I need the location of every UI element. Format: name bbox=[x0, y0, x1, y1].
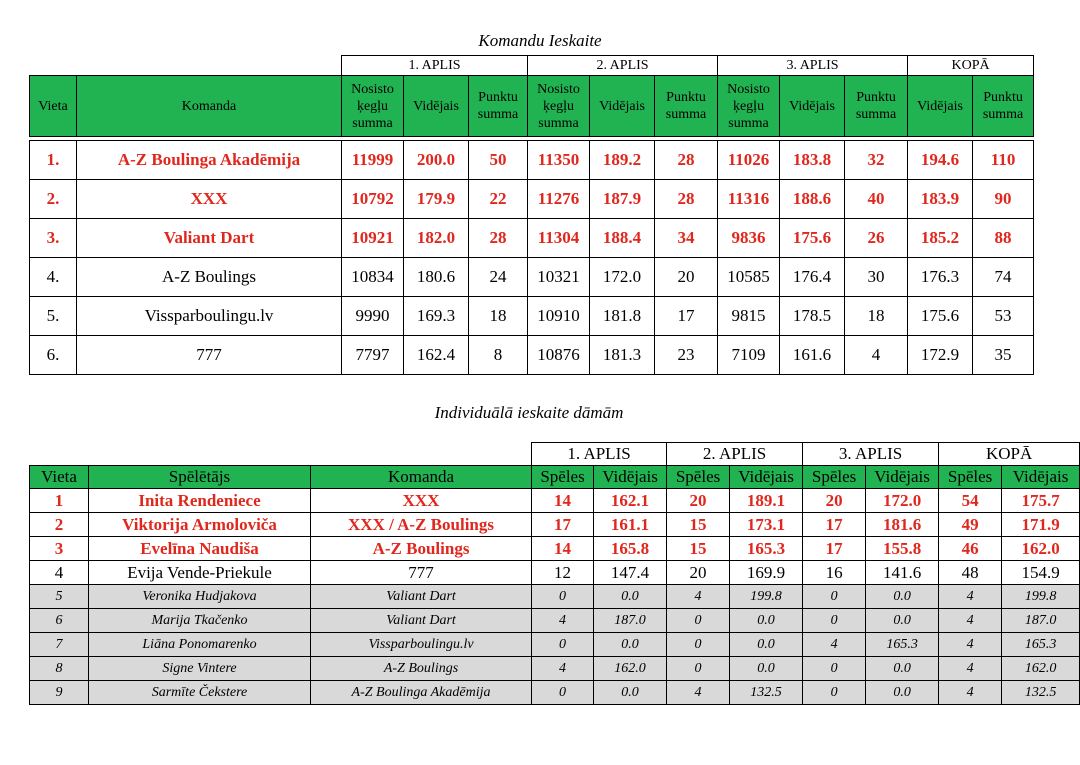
place-cell: 6. bbox=[30, 336, 77, 375]
team-standings-body bbox=[30, 141, 1034, 375]
avg-cell-total: 165.3 bbox=[1002, 633, 1080, 657]
place-cell: 5 bbox=[30, 585, 89, 609]
games-cell-total: 48 bbox=[939, 561, 1002, 585]
pins-cell-round-2: 10910 bbox=[528, 297, 590, 336]
pins-cell-round-2: 10321 bbox=[528, 258, 590, 297]
games-cell-round-2: 20 bbox=[667, 489, 730, 513]
header-points-r3: Punktu summa bbox=[845, 76, 908, 137]
player-name-cell: Inita Rendeniece bbox=[89, 489, 311, 513]
ind-header-games-r3: Spēles bbox=[803, 466, 866, 489]
place-cell: 3. bbox=[30, 219, 77, 258]
header-pins-r1: Nosisto ķegļu summa bbox=[342, 76, 404, 137]
avg-cell-round-1: 187.0 bbox=[594, 609, 667, 633]
player-team-cell: 777 bbox=[311, 561, 532, 585]
ind-group-header-round-3: 3. APLIS bbox=[803, 443, 939, 466]
avg-cell-round-1: 0.0 bbox=[594, 681, 667, 705]
table-row bbox=[30, 489, 1080, 513]
avg-cell-round-1: 0.0 bbox=[594, 633, 667, 657]
games-cell-total: 4 bbox=[939, 585, 1002, 609]
header-team: Komanda bbox=[77, 76, 342, 137]
games-cell-round-3: 4 bbox=[803, 633, 866, 657]
avg-cell-round-2: 169.9 bbox=[730, 561, 803, 585]
place-cell: 6 bbox=[30, 609, 89, 633]
points-cell-total: 53 bbox=[973, 297, 1034, 336]
games-cell-round-1: 17 bbox=[532, 513, 594, 537]
player-team-cell: Valiant Dart bbox=[311, 609, 532, 633]
games-cell-round-3: 16 bbox=[803, 561, 866, 585]
place-cell: 1 bbox=[30, 489, 89, 513]
avg-cell-total: 185.2 bbox=[908, 219, 973, 258]
pins-cell-round-1: 9990 bbox=[342, 297, 404, 336]
avg-cell-round-2: 0.0 bbox=[730, 633, 803, 657]
ind-group-header-total: KOPĀ bbox=[939, 443, 1080, 466]
avg-cell-round-3: 141.6 bbox=[866, 561, 939, 585]
avg-cell-round-2: 0.0 bbox=[730, 609, 803, 633]
pins-cell-round-2: 10876 bbox=[528, 336, 590, 375]
avg-cell-round-2: 181.3 bbox=[590, 336, 655, 375]
avg-cell-round-2: 189.1 bbox=[730, 489, 803, 513]
avg-cell-total: 183.9 bbox=[908, 180, 973, 219]
avg-cell-round-1: 165.8 bbox=[594, 537, 667, 561]
individual-standings-caption: Individuālā ieskaite dāmām bbox=[434, 403, 624, 422]
games-cell-total: 54 bbox=[939, 489, 1002, 513]
points-cell-round-2: 20 bbox=[655, 258, 718, 297]
avg-cell-total: 162.0 bbox=[1002, 657, 1080, 681]
pins-cell-round-1: 10792 bbox=[342, 180, 404, 219]
avg-cell-round-1: 162.1 bbox=[594, 489, 667, 513]
pins-cell-round-2: 11350 bbox=[528, 141, 590, 180]
individual-group-header-row bbox=[30, 443, 1080, 466]
games-cell-total: 49 bbox=[939, 513, 1002, 537]
points-cell-total: 90 bbox=[973, 180, 1034, 219]
ind-header-games-total: Spēles bbox=[939, 466, 1002, 489]
avg-cell-total: 175.7 bbox=[1002, 489, 1080, 513]
points-cell-round-1: 8 bbox=[469, 336, 528, 375]
player-team-cell: Vissparboulingu.lv bbox=[311, 633, 532, 657]
avg-cell-round-1: 0.0 bbox=[594, 585, 667, 609]
games-cell-round-3: 0 bbox=[803, 609, 866, 633]
team-name-cell: Valiant Dart bbox=[77, 219, 342, 258]
avg-cell-round-2: 132.5 bbox=[730, 681, 803, 705]
ind-header-avg-r2: Vidējais bbox=[730, 466, 803, 489]
team-name-cell: A-Z Boulings bbox=[77, 258, 342, 297]
games-cell-round-1: 14 bbox=[532, 537, 594, 561]
pins-cell-round-2: 11304 bbox=[528, 219, 590, 258]
pins-cell-round-1: 7797 bbox=[342, 336, 404, 375]
table-row bbox=[30, 297, 1034, 336]
individual-standings-body bbox=[30, 489, 1080, 705]
points-cell-round-1: 22 bbox=[469, 180, 528, 219]
avg-cell-total: 171.9 bbox=[1002, 513, 1080, 537]
avg-cell-total: 187.0 bbox=[1002, 609, 1080, 633]
points-cell-round-2: 28 bbox=[655, 141, 718, 180]
avg-cell-total: 172.9 bbox=[908, 336, 973, 375]
points-cell-round-2: 17 bbox=[655, 297, 718, 336]
team-standings-table bbox=[29, 55, 1034, 375]
avg-cell-total: 194.6 bbox=[908, 141, 973, 180]
points-cell-round-3: 18 bbox=[845, 297, 908, 336]
place-cell: 5. bbox=[30, 297, 77, 336]
player-team-cell: A-Z Boulinga Akadēmija bbox=[311, 681, 532, 705]
place-cell: 7 bbox=[30, 633, 89, 657]
avg-cell-round-1: 162.4 bbox=[404, 336, 469, 375]
games-cell-round-2: 4 bbox=[667, 681, 730, 705]
pins-cell-round-3: 9836 bbox=[718, 219, 780, 258]
player-name-cell: Marija Tkačenko bbox=[89, 609, 311, 633]
points-cell-round-1: 28 bbox=[469, 219, 528, 258]
blank-header-cell bbox=[30, 443, 532, 466]
points-cell-round-3: 32 bbox=[845, 141, 908, 180]
avg-cell-round-1: 200.0 bbox=[404, 141, 469, 180]
points-cell-round-1: 50 bbox=[469, 141, 528, 180]
avg-cell-round-1: 169.3 bbox=[404, 297, 469, 336]
header-avg-r3: Vidējais bbox=[780, 76, 845, 137]
table-row bbox=[30, 609, 1080, 633]
pins-cell-round-1: 10921 bbox=[342, 219, 404, 258]
header-points-r1: Punktu summa bbox=[469, 76, 528, 137]
ind-header-team: Komanda bbox=[311, 466, 532, 489]
team-name-cell: Vissparboulingu.lv bbox=[77, 297, 342, 336]
table-row bbox=[30, 180, 1034, 219]
ind-header-games-r2: Spēles bbox=[667, 466, 730, 489]
player-team-cell: A-Z Boulings bbox=[311, 537, 532, 561]
games-cell-round-2: 20 bbox=[667, 561, 730, 585]
table-row bbox=[30, 336, 1034, 375]
header-pins-r3: Nosisto ķegļu summa bbox=[718, 76, 780, 137]
player-team-cell: XXX bbox=[311, 489, 532, 513]
points-cell-total: 88 bbox=[973, 219, 1034, 258]
points-cell-total: 74 bbox=[973, 258, 1034, 297]
place-cell: 3 bbox=[30, 537, 89, 561]
avg-cell-round-3: 178.5 bbox=[780, 297, 845, 336]
place-cell: 2 bbox=[30, 513, 89, 537]
place-cell: 2. bbox=[30, 180, 77, 219]
avg-cell-total: 199.8 bbox=[1002, 585, 1080, 609]
games-cell-round-2: 0 bbox=[667, 633, 730, 657]
pins-cell-round-1: 10834 bbox=[342, 258, 404, 297]
avg-cell-round-3: 0.0 bbox=[866, 585, 939, 609]
table-row bbox=[30, 537, 1080, 561]
place-cell: 1. bbox=[30, 141, 77, 180]
team-name-cell: XXX bbox=[77, 180, 342, 219]
table-row bbox=[30, 513, 1080, 537]
avg-cell-round-3: 188.6 bbox=[780, 180, 845, 219]
player-name-cell: Evija Vende-Priekule bbox=[89, 561, 311, 585]
pins-cell-round-2: 11276 bbox=[528, 180, 590, 219]
avg-cell-round-2: 165.3 bbox=[730, 537, 803, 561]
ind-header-player: Spēlētājs bbox=[89, 466, 311, 489]
avg-cell-round-3: 165.3 bbox=[866, 633, 939, 657]
games-cell-round-1: 4 bbox=[532, 657, 594, 681]
team-column-header-row bbox=[30, 76, 1034, 137]
place-cell: 4 bbox=[30, 561, 89, 585]
ind-header-avg-r1: Vidējais bbox=[594, 466, 667, 489]
avg-cell-round-2: 189.2 bbox=[590, 141, 655, 180]
games-cell-round-3: 0 bbox=[803, 657, 866, 681]
avg-cell-round-3: 183.8 bbox=[780, 141, 845, 180]
player-name-cell: Veronika Hudjakova bbox=[89, 585, 311, 609]
games-cell-round-3: 0 bbox=[803, 585, 866, 609]
place-cell: 4. bbox=[30, 258, 77, 297]
points-cell-round-3: 26 bbox=[845, 219, 908, 258]
avg-cell-total: 154.9 bbox=[1002, 561, 1080, 585]
games-cell-round-3: 20 bbox=[803, 489, 866, 513]
header-avg-r2: Vidējais bbox=[590, 76, 655, 137]
games-cell-total: 4 bbox=[939, 633, 1002, 657]
player-name-cell: Signe Vintere bbox=[89, 657, 311, 681]
player-name-cell: Viktorija Armoloviča bbox=[89, 513, 311, 537]
pins-cell-round-3: 10585 bbox=[718, 258, 780, 297]
avg-cell-round-3: 0.0 bbox=[866, 609, 939, 633]
avg-cell-round-3: 175.6 bbox=[780, 219, 845, 258]
points-cell-round-3: 30 bbox=[845, 258, 908, 297]
ind-group-header-round-2: 2. APLIS bbox=[667, 443, 803, 466]
group-header-round-2: 2. APLIS bbox=[528, 56, 718, 76]
games-cell-round-2: 0 bbox=[667, 657, 730, 681]
points-cell-round-2: 28 bbox=[655, 180, 718, 219]
avg-cell-round-3: 155.8 bbox=[866, 537, 939, 561]
table-row bbox=[30, 219, 1034, 258]
games-cell-round-1: 12 bbox=[532, 561, 594, 585]
avg-cell-round-3: 0.0 bbox=[866, 657, 939, 681]
ind-header-avg-total: Vidējais bbox=[1002, 466, 1080, 489]
points-cell-round-1: 18 bbox=[469, 297, 528, 336]
games-cell-round-1: 0 bbox=[532, 633, 594, 657]
games-cell-round-3: 0 bbox=[803, 681, 866, 705]
group-header-total: KOPĀ bbox=[908, 56, 1034, 76]
table-row bbox=[30, 258, 1034, 297]
group-header-round-3: 3. APLIS bbox=[718, 56, 908, 76]
individual-column-header-row bbox=[30, 466, 1080, 489]
avg-cell-round-3: 161.6 bbox=[780, 336, 845, 375]
avg-cell-round-2: 0.0 bbox=[730, 657, 803, 681]
games-cell-total: 4 bbox=[939, 681, 1002, 705]
games-cell-total: 4 bbox=[939, 609, 1002, 633]
points-cell-round-1: 24 bbox=[469, 258, 528, 297]
blank-header-cell bbox=[30, 56, 342, 76]
avg-cell-round-2: 199.8 bbox=[730, 585, 803, 609]
points-cell-round-2: 23 bbox=[655, 336, 718, 375]
games-cell-round-2: 15 bbox=[667, 513, 730, 537]
team-standings-caption: Komandu Ieskaite bbox=[478, 31, 602, 50]
header-pins-r2: Nosisto ķegļu summa bbox=[528, 76, 590, 137]
avg-cell-round-2: 172.0 bbox=[590, 258, 655, 297]
avg-cell-round-3: 176.4 bbox=[780, 258, 845, 297]
table-row bbox=[30, 657, 1080, 681]
header-points-total: Punktu summa bbox=[973, 76, 1034, 137]
header-avg-r1: Vidējais bbox=[404, 76, 469, 137]
avg-cell-round-2: 188.4 bbox=[590, 219, 655, 258]
games-cell-round-2: 4 bbox=[667, 585, 730, 609]
points-cell-round-3: 40 bbox=[845, 180, 908, 219]
avg-cell-total: 175.6 bbox=[908, 297, 973, 336]
player-name-cell: Liāna Ponomarenko bbox=[89, 633, 311, 657]
avg-cell-round-3: 181.6 bbox=[866, 513, 939, 537]
avg-cell-round-1: 162.0 bbox=[594, 657, 667, 681]
avg-cell-round-3: 172.0 bbox=[866, 489, 939, 513]
table-row bbox=[30, 141, 1034, 180]
points-cell-total: 110 bbox=[973, 141, 1034, 180]
ind-header-place: Vieta bbox=[30, 466, 89, 489]
individual-standings-table bbox=[29, 442, 1080, 705]
games-cell-total: 46 bbox=[939, 537, 1002, 561]
place-cell: 8 bbox=[30, 657, 89, 681]
games-cell-total: 4 bbox=[939, 657, 1002, 681]
pins-cell-round-3: 11026 bbox=[718, 141, 780, 180]
avg-cell-total: 162.0 bbox=[1002, 537, 1080, 561]
header-avg-total: Vidējais bbox=[908, 76, 973, 137]
player-team-cell: XXX / A-Z Boulings bbox=[311, 513, 532, 537]
avg-cell-round-1: 161.1 bbox=[594, 513, 667, 537]
avg-cell-round-2: 173.1 bbox=[730, 513, 803, 537]
team-group-header-row bbox=[30, 56, 1034, 76]
avg-cell-round-3: 0.0 bbox=[866, 681, 939, 705]
points-cell-round-3: 4 bbox=[845, 336, 908, 375]
avg-cell-round-2: 181.8 bbox=[590, 297, 655, 336]
ind-header-games-r1: Spēles bbox=[532, 466, 594, 489]
points-cell-round-2: 34 bbox=[655, 219, 718, 258]
pins-cell-round-3: 11316 bbox=[718, 180, 780, 219]
pins-cell-round-3: 7109 bbox=[718, 336, 780, 375]
pins-cell-round-1: 11999 bbox=[342, 141, 404, 180]
player-team-cell: A-Z Boulings bbox=[311, 657, 532, 681]
place-cell: 9 bbox=[30, 681, 89, 705]
header-place: Vieta bbox=[30, 76, 77, 137]
player-name-cell: Sarmīte Čekstere bbox=[89, 681, 311, 705]
avg-cell-round-1: 180.6 bbox=[404, 258, 469, 297]
table-row bbox=[30, 585, 1080, 609]
games-cell-round-1: 0 bbox=[532, 585, 594, 609]
player-team-cell: Valiant Dart bbox=[311, 585, 532, 609]
games-cell-round-3: 17 bbox=[803, 513, 866, 537]
ind-group-header-round-1: 1. APLIS bbox=[532, 443, 667, 466]
points-cell-total: 35 bbox=[973, 336, 1034, 375]
avg-cell-round-1: 179.9 bbox=[404, 180, 469, 219]
team-name-cell: A-Z Boulinga Akadēmija bbox=[77, 141, 342, 180]
avg-cell-total: 132.5 bbox=[1002, 681, 1080, 705]
games-cell-round-3: 17 bbox=[803, 537, 866, 561]
games-cell-round-1: 0 bbox=[532, 681, 594, 705]
ind-header-avg-r3: Vidējais bbox=[866, 466, 939, 489]
team-name-cell: 777 bbox=[77, 336, 342, 375]
table-row bbox=[30, 561, 1080, 585]
avg-cell-round-1: 147.4 bbox=[594, 561, 667, 585]
pins-cell-round-3: 9815 bbox=[718, 297, 780, 336]
games-cell-round-1: 14 bbox=[532, 489, 594, 513]
avg-cell-round-1: 182.0 bbox=[404, 219, 469, 258]
avg-cell-round-2: 187.9 bbox=[590, 180, 655, 219]
table-row bbox=[30, 681, 1080, 705]
header-points-r2: Punktu summa bbox=[655, 76, 718, 137]
games-cell-round-1: 4 bbox=[532, 609, 594, 633]
group-header-round-1: 1. APLIS bbox=[342, 56, 528, 76]
avg-cell-total: 176.3 bbox=[908, 258, 973, 297]
player-name-cell: Evelīna Naudiša bbox=[89, 537, 311, 561]
games-cell-round-2: 15 bbox=[667, 537, 730, 561]
games-cell-round-2: 0 bbox=[667, 609, 730, 633]
table-row bbox=[30, 633, 1080, 657]
